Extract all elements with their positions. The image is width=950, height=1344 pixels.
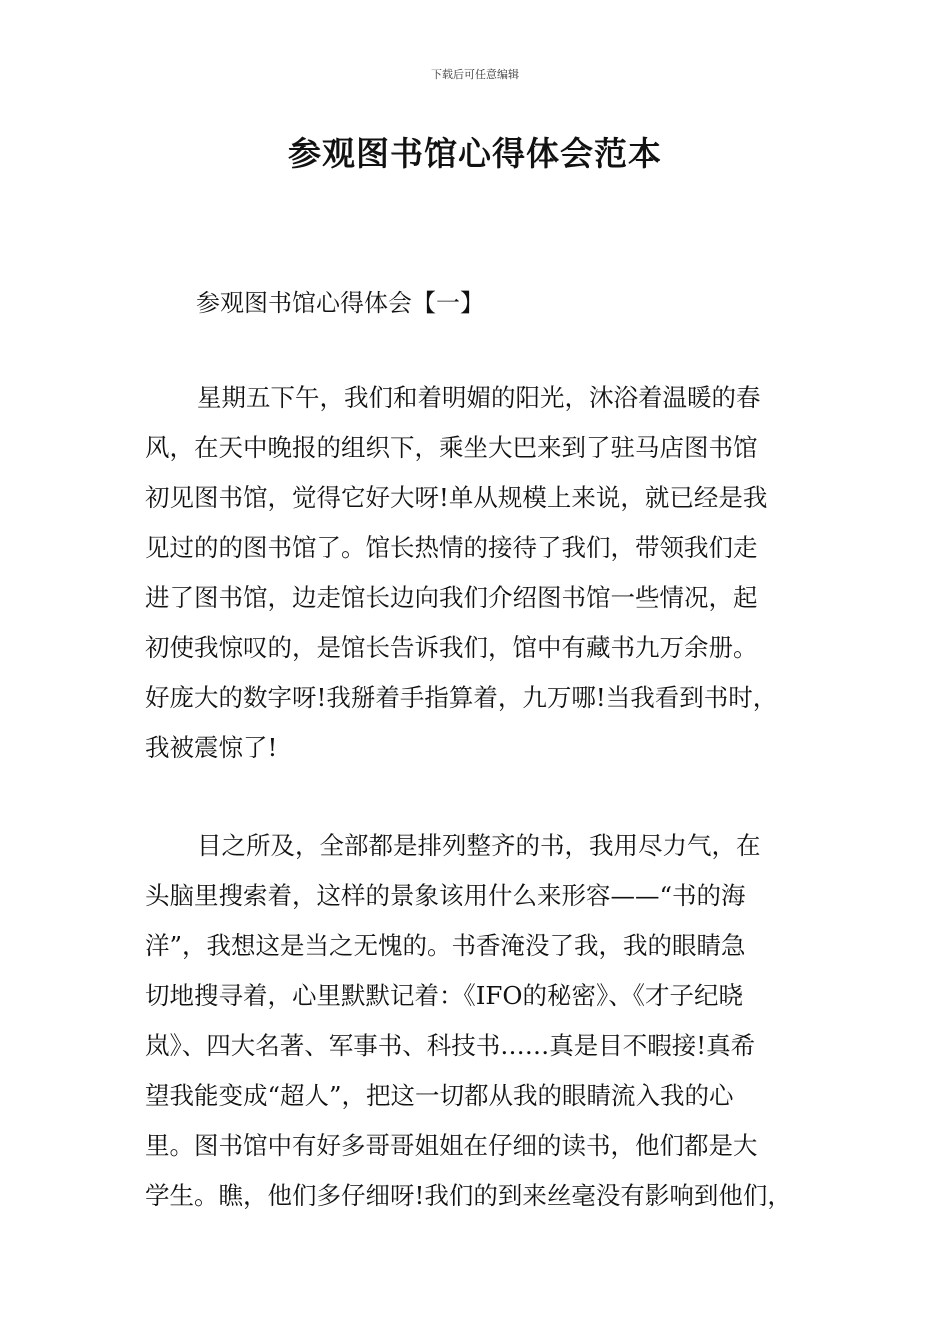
paragraph-line: 风，在天中晚报的组织下，乘坐大巴来到了驻马店图书馆 <box>145 433 758 462</box>
paragraph-line: 好庞大的数字呀!我掰着手指算着，九万哪!当我看到书时， <box>145 683 778 712</box>
document-title: 参观图书馆心得体会范本 <box>288 134 662 173</box>
paragraph-line: 切地搜寻着，心里默默记着：《IFO的秘密》、《才子纪晓 <box>145 981 744 1010</box>
paragraph-2 <box>145 821 845 1221</box>
paragraph-line: 星期五下午，我们和着明媚的阳光，沐浴着温暖的春 <box>197 383 761 412</box>
paragraph-line: 里。图书馆中有好多哥哥姐姐在仔细的读书，他们都是大 <box>145 1131 758 1160</box>
paragraph-line: 学生。瞧，他们多仔细呀!我们的到来丝毫没有影响到他们， <box>145 1181 792 1210</box>
paragraph-line: 望我能变成“超人”，把这一切都从我的眼睛流入我的心 <box>145 1081 734 1110</box>
paragraph-line: 洋”，我想这是当之无愧的。书香淹没了我，我的眼睛急 <box>145 931 746 960</box>
paragraph-line: 初见图书馆，觉得它好大呀!单从规模上来说，就已经是我 <box>145 483 768 512</box>
download-note: 下载后可任意编辑 <box>431 68 519 81</box>
paragraph-line: 进了图书馆，边走馆长边向我们介绍图书馆一些情况，起 <box>145 583 758 612</box>
paragraph-line: 我被震惊了! <box>145 733 278 762</box>
section-heading: 参观图书馆心得体会【一】 <box>196 289 484 317</box>
paragraph-line: 初使我惊叹的，是馆长告诉我们，馆中有藏书九万余册。 <box>145 633 758 662</box>
paragraph-line: 岚》、四大名著、军事书、科技书……真是目不暇接!真希 <box>145 1031 756 1060</box>
paragraph-1 <box>145 373 845 773</box>
paragraph-line: 见过的的图书馆了。馆长热情的接待了我们，带领我们走 <box>145 533 758 562</box>
paragraph-line: 目之所及，全部都是排列整齐的书，我用尽力气，在 <box>197 831 761 860</box>
paragraph-line: 头脑里搜索着，这样的景象该用什么来形容——“书的海 <box>145 881 746 910</box>
